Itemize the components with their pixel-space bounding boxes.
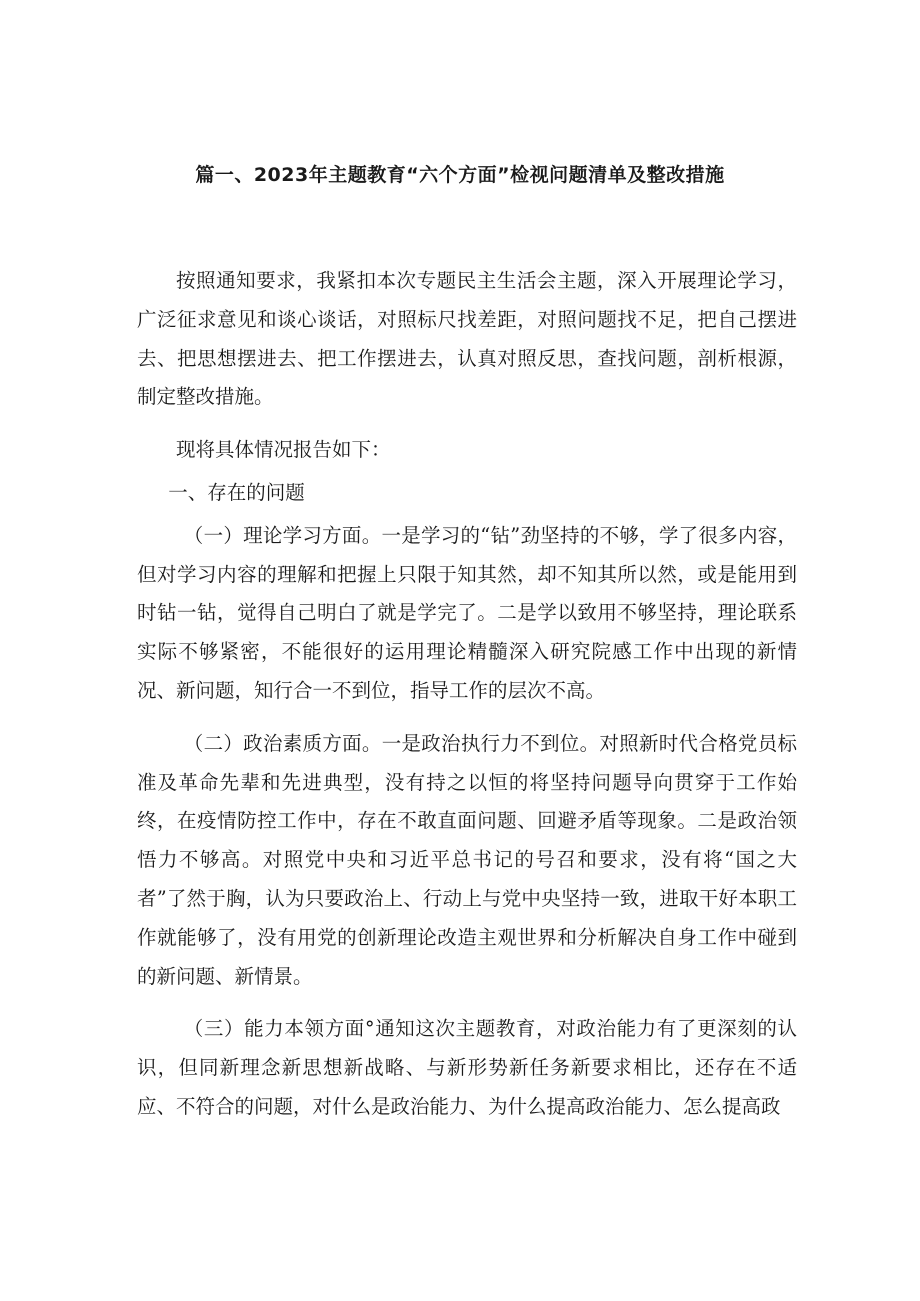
- section-heading: 一、存在的问题: [168, 480, 305, 504]
- document-body: [137, 262, 797, 1127]
- document-title: 篇一、2023年主题教育“六个方面”检视问题清单及整改措施: [195, 164, 725, 186]
- theory-study-paragraph: （一）理论学习方面。一是学习的“钻”劲坚持的不够，学了很多内容，但对学习内容的理解和把握上只限于知其然，却不知其所以然，或是能用到时钻一钻，觉得自己明白了就是学完了。二是学以致用不够坚持，理论联系实际不够紧密，不能很好的运用理论精髓深入研究院感工作中出现的新情况、新问题，知行合一不到位，指导工作的层次不高。: [137, 523, 797, 702]
- capability-paragraph: （三）能力本领方面°通知这次主题教育，对政治能力有了更深刻的认识，但同新理念新思想新战略、与新形势新任务新要求相比，还存在不适应、不符合的问题，对什么是政治能力、为什么提高政治能力、怎么提高政: [137, 1017, 797, 1118]
- intro-paragraph: 按照通知要求，我紧扣本次专题民主生活会主题，深入开展理论学习，广泛征求意见和谈心谈话，对照标尺找差距，对照问题找不足，把自己摆进去、把思想摆进去、把工作摆进去，认真对照反思，查找问题，剖析根源，制定整改措施。: [137, 269, 797, 409]
- political-quality-paragraph: （二）政治素质方面。一是政治执行力不到位。对照新时代合格党员标准及革命先辈和先进典型，没有持之以恒的将坚持问题导向贯穿于工作始终，在疫情防控工作中，存在不敢直面问题、回避矛盾等现象。二是政治领悟力不够高。对照党中央和习近平总书记的号召和要求，没有将“国之大者”了然于胸，认为只要政治上、行动上与党中央坚持一致，进取干好本职工作就能够了，没有用党的创新理论改造主观世界和分析解决自身工作中碰到的新问题、新情景。: [137, 731, 797, 988]
- report-line: 现将具体情况报告如下：: [176, 438, 391, 462]
